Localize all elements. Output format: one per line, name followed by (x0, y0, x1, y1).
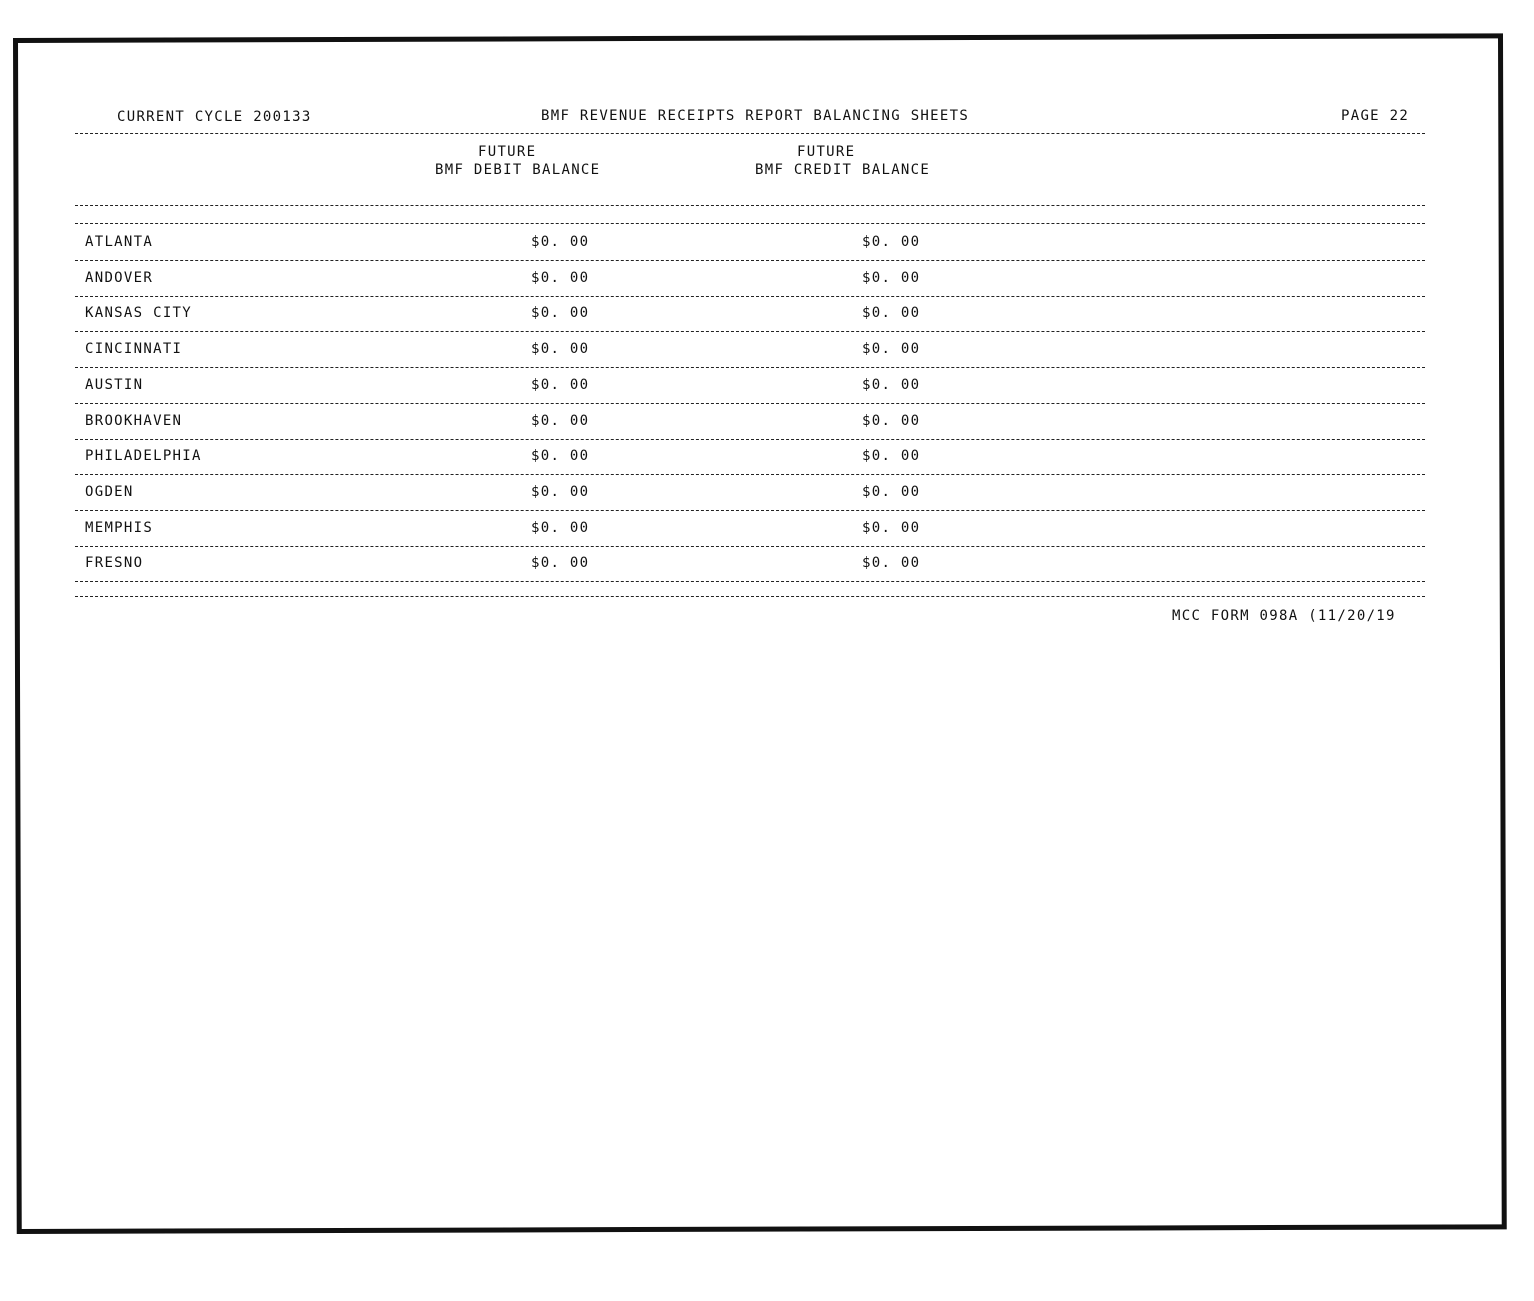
row-credit-balance-6: $0. 00 (862, 448, 921, 465)
page-number: PAGE 22 (1341, 108, 1410, 124)
row-debit-balance-8: $0. 00 (531, 519, 590, 536)
row-debit-balance-1: $0. 00 (531, 269, 590, 286)
row-divider (75, 403, 1425, 404)
row-divider (75, 331, 1425, 332)
row-divider (75, 510, 1425, 511)
row-divider (75, 367, 1425, 368)
header-divider (75, 133, 1425, 134)
report-title: BMF REVENUE RECEIPTS REPORT BALANCING SHEETS (541, 108, 970, 124)
row-city-6: PHILADELPHIA (85, 448, 202, 465)
row-credit-balance-0: $0. 00 (862, 234, 921, 250)
row-debit-balance-9: $0. 00 (531, 555, 590, 572)
row-debit-balance-0: $0. 00 (531, 234, 590, 250)
row-city-4: AUSTIN (85, 376, 144, 393)
row-credit-balance-3: $0. 00 (862, 341, 921, 358)
row-debit-balance-7: $0. 00 (531, 483, 590, 500)
form-number: MCC FORM 098A (11/20/19 (1172, 608, 1396, 624)
row-city-5: BROOKHAVEN (85, 412, 183, 429)
row-credit-balance-2: $0. 00 (862, 305, 921, 322)
row-city-7: OGDEN (85, 483, 134, 500)
row-divider (75, 581, 1425, 582)
row-debit-balance-5: $0. 00 (531, 412, 590, 429)
debit-column-header-line1: FUTURE (478, 144, 537, 160)
debit-column-header-line2: BMF DEBIT BALANCE (435, 162, 601, 178)
credit-column-header-line1: FUTURE (797, 144, 856, 160)
row-divider (75, 439, 1425, 440)
row-divider (75, 474, 1425, 475)
row-city-9: FRESNO (85, 555, 144, 572)
row-credit-balance-4: $0. 00 (862, 376, 921, 393)
row-credit-balance-1: $0. 00 (862, 269, 921, 286)
current-cycle: CURRENT CYCLE 200133 (117, 109, 312, 125)
row-credit-balance-5: $0. 00 (862, 412, 921, 429)
row-divider (75, 296, 1425, 297)
row-credit-balance-9: $0. 00 (862, 555, 921, 572)
row-divider (75, 546, 1425, 547)
row-debit-balance-6: $0. 00 (531, 448, 590, 465)
row-debit-balance-3: $0. 00 (531, 341, 590, 358)
row-credit-balance-7: $0. 00 (862, 483, 921, 500)
page-border (13, 33, 1507, 1234)
credit-column-header-line2: BMF CREDIT BALANCE (755, 162, 931, 178)
row-debit-balance-4: $0. 00 (531, 376, 590, 393)
table-top-divider (75, 223, 1425, 224)
row-credit-balance-8: $0. 00 (862, 519, 921, 536)
row-debit-balance-2: $0. 00 (531, 305, 590, 322)
row-divider (75, 260, 1425, 261)
row-city-3: CINCINNATI (85, 341, 183, 358)
row-city-8: MEMPHIS (85, 519, 154, 536)
row-city-2: KANSAS CITY (85, 305, 193, 322)
column-header-divider (75, 205, 1425, 206)
table-bottom-divider (75, 596, 1425, 597)
row-city-0: ATLANTA (85, 234, 154, 250)
row-city-1: ANDOVER (85, 269, 154, 286)
